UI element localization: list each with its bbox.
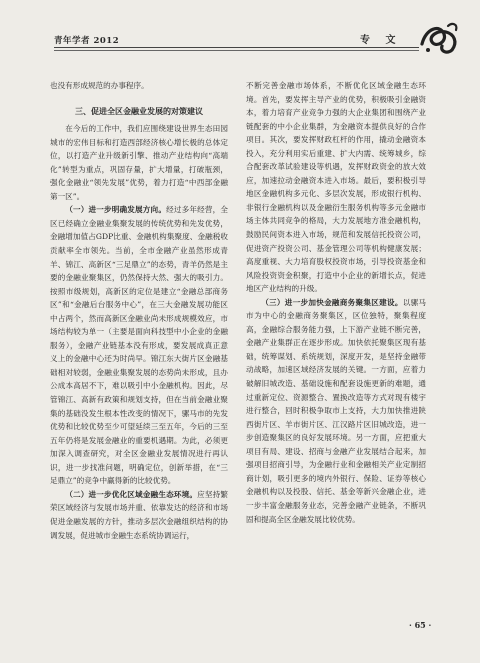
subsection-heading: （二）进一步优化区域金融生态环境。 [65, 489, 198, 499]
paragraph: 不断完善金融市场体系，不断优化区域金融生态环境。首先，要发挥主导产业的优势，积极吸引金融资本，着力培育产业竞争力强的大企业集团和围绕产业链配套的中小企业集群，为金融资本提供良好的合作项目。其次，要发挥财政杠杆的作用，撬动金融资本投入，充分利用实后重建、扩大内需、统筹城乡，综合配套改革试验建设等机遇，发挥财政资金的放大效应，加速拉动金融资本进入市场。最后，要积极引导地区金融机构多元化、多层次发展，形成银行机构、非银行金融机构以及金融衍生服务机构等多元金融市场主体共同竞争的格局，大力发展地方准金融机构，鼓励民间资本进入市场，规范和发展信托投资公司，促进资产投资公司、基金管理公司等机构健康发展；高度重视、大力培育股权投资市场，引导投资基金和风险投资资金积聚，打造中小企业的新增长点，促进地区产业结构的升级。 [246, 81, 426, 294]
calligraphy-logo-icon [418, 18, 462, 58]
paragraph: （二）进一步优化区域金融生态环境。应坚持繁荣区域经济与发展市场并重、依靠发达的经济和市场促进金融发展的方针，推动多层次金融组织结构的协调发展，促进城市金融生态系统协调运行， [50, 489, 229, 540]
paragraph: （一）进一步明确发展方向。经过多年经营，全区已经确立金融业集聚发展的传统优势和先发优势，金融增加值占GDP比重、金融机构集聚度、金融税收贡献率全市领先。当前，全市金融产业虽然形成青羊、锦江、高新区“三足鼎立”的态势，青羊仍然是主要的金融业聚集区，仍然保持大然、强大的吸引力。按照市级规划，高新区的定位是建立“金融总部商务区”和“金融后台服务中心”，在三大金融发展功能区中占两个，然而高新区金融业尚未形成规模效应，市场结构较为单一（主要是面向科技型中小企业的金融服务），金融产业链基本没有形成，要发展成真正意义上的金融中心还为时尚早。锦江东大街片区金融基础相对较弱，金融业集聚发展的态势尚未形成，且办公成本高居不下，难以吸引中小金融机构。因此，尽管锦江、高新有政策和规划支持，但在当前金融业聚集的基础没发生根本性改变的情况下，骡马市的先发优势和比较优势至少可望延续三至五年，今后的三至五年仍将是发展金融业的重要机遇期。为此，必须更加深入调查研究，对全区金融业发展情况进行再认识，进一步找准问题，明确定位，创新举措，在“三足鼎立”的竞争中赢得新的比较优势。 [50, 205, 228, 486]
section-label: 专 文 [360, 35, 402, 46]
section-heading: 三、促进全区金融业发展的对策建议 [75, 105, 203, 116]
right-column [246, 79, 426, 526]
paragraph: （三）进一步加快金融商务聚集区建设。以骡马市为中心的金融商务聚集区，区位独特，聚集程度高，金融综合服务能力强，上下游产业链不断完善，金融产业集群正在逐步形成。加快依托聚集区现有基础，统筹谋划、系统规划，深度开发，是坚持金融带动战略，加速区域经济发展的关键。一方面，应着力破解旧城改造、基础设施和配套设施更新的难题，通过重新定位、资源整合、置换改造等方式对现有楼宇进行整合，回时积极争取市上支持，大力加快推进陕西街片区、羊市街片区、江汉路片区旧城改造，进一步创造聚集区的良好发展环境。另一方面，应把重大项目有局、建设、招商与金融产业发展结合起来，加强项目招商引导，为金融行业和金融相关产业定制招商计划，吸引更多的境内外银行、保险、证券等核心金融机构以及投股、信托、基金等新兴金融企业，进一步丰富金融服务业态，完善金融产业链条，不断巩固和提高全区金融发展比较优势。 [246, 297, 427, 524]
header-rule-thin [54, 50, 419, 51]
paragraph: 也没有形成规范的办事程序。 [50, 81, 149, 90]
subsection-heading: （三）进一步加快金融商务聚集区建设。 [261, 297, 403, 307]
journal-title: 青年学者 2012 [54, 36, 120, 46]
left-column [50, 79, 228, 542]
subsection-heading: （一）进一步明确发展方向。 [65, 205, 167, 215]
header-rule [54, 47, 419, 48]
page-number: · 65 · [409, 620, 432, 630]
paragraph: 在今后的工作中，我们应围绕建设世界生态田园城市的宏伟目标和打造西部经济核心增长极的总体定位，以打造产业升级新引擎、推动产业结构向“高端化”转型为重点，巩固存量，扩大增量，打破瓶颈，强化金融业“领先发展”优势，着力打造“中西部金融第一区”。 [50, 124, 228, 201]
